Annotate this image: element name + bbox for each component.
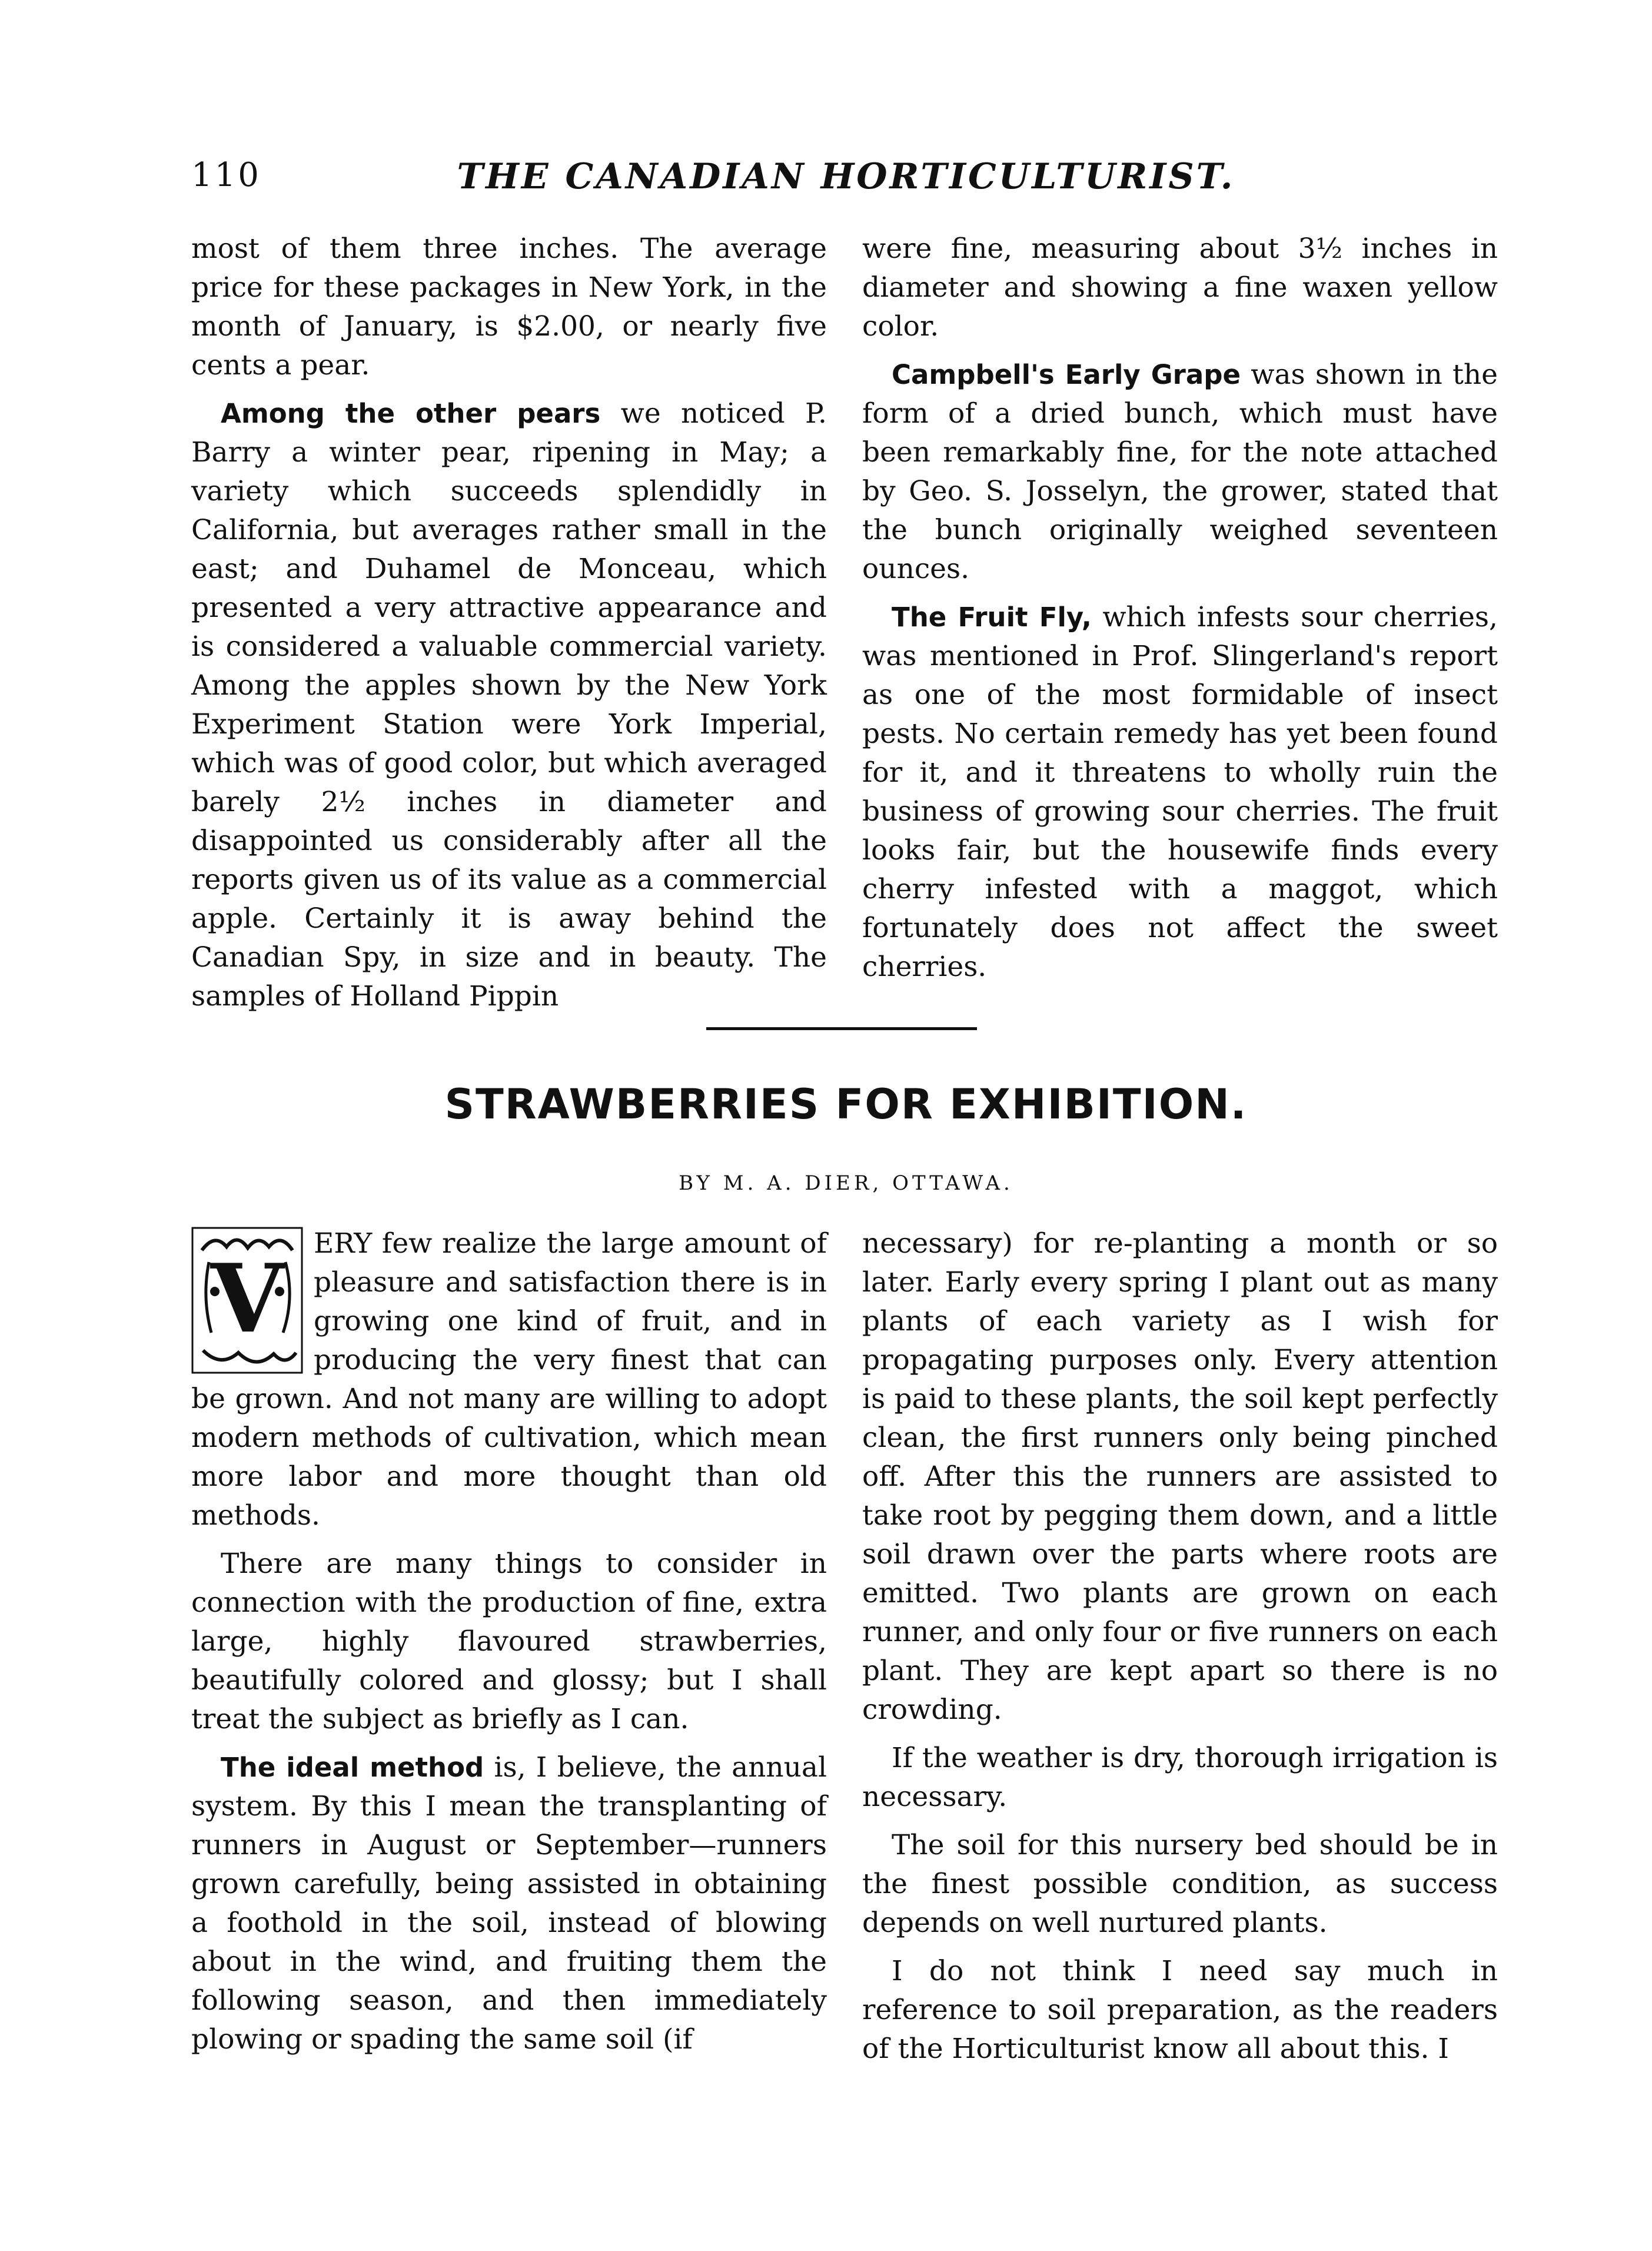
top-right-column — [862, 230, 1498, 996]
paragraph-text: which infests sour cherries, was mentioned in Prof. Slingerland's report as one of the most formidable of insect pests. No certain remedy has yet been found for it, and it threatens to wholly ruin the business of growing sour cherries. The fruit looks fair, but the housewife finds every cherry infested with a maggot, which fortunately does not affect the sweet cherries. — [862, 601, 1498, 983]
article-right-column — [862, 1224, 1498, 2069]
journal-title: THE CANADIAN HORTICULTURIST. — [457, 156, 1235, 197]
paragraph-text: ERY few realize the large amount of pleasure and satisfaction there is in growing one kind of fruit, and in producing the very finest that can be grown. And not many are willing to adopt modern methods of cultivation, which mean more labor and more thought than old methods. — [191, 1227, 827, 1532]
paragraph: The soil for this nursery bed should be in the finest possible condition, as success depends on well nurtured plants. — [862, 1829, 1498, 1939]
dropcap-letter: V — [210, 1243, 284, 1354]
article-byline: BY M. A. DIER, OTTAWA. — [679, 1171, 1013, 1195]
article-left-column — [191, 1224, 827, 2059]
paragraph — [862, 598, 1498, 987]
paragraph-text: was shown in the form of a dried bunch, which must have been remarkably fine, for the note attached by Geo. S. Josselyn, the grower, stated that the bunch originally weighed seventeen ounces. — [862, 358, 1498, 585]
section-divider — [706, 1027, 977, 1030]
article-title: STRAWBERRIES FOR EXHIBITION. — [444, 1080, 1248, 1128]
paragraph-lead: The ideal method — [221, 1752, 484, 1783]
page-number: 110 — [191, 156, 261, 194]
paragraph-lead: Campbell's Early Grape — [892, 359, 1241, 390]
paragraph — [191, 1224, 827, 1535]
paragraph-text: we noticed P. Barry a winter pear, ripening in May; a variety which succeeds splendidly in California, but averages rather small in the east; and Duhamel de Monceau, which presented a very attractive appearance and is considered a valuable commercial variety. Among the apples shown by the New York Experiment Station were York Imperial, which was of good color, but which averaged barely 2½ inches in diameter and disappointed us considerably after all the reports given us of its value as a commercial apple. Certainly it is away behind the Canadian Spy, in size and in beauty. The samples of Holland Pippin — [191, 397, 827, 1012]
decorative-dropcap — [191, 1227, 303, 1374]
paragraph: I do not think I need say much in reference to soil preparation, as the readers of the Horticulturist know all about this. I — [862, 1955, 1498, 2065]
paragraph: If the weather is dry, thorough irrigation is necessary. — [862, 1742, 1498, 1813]
paragraph — [862, 356, 1498, 589]
running-head — [191, 156, 1501, 203]
paragraph — [191, 1748, 827, 2059]
paragraph: necessary) for re-planting a month or so later. Early every spring I plant out as many plants of each variety as I wish for propagating purposes only. Every attention is paid to these plants, the soil kept perfectly clean, the first runners only being pinched off. After this the runners are assisted to take root by pegging them down, and a little soil drawn over the parts where roots are emitted. Two plants are grown on each runner, and only four or five runners on each plant. They are kept apart so there is no crowding. — [862, 1227, 1498, 1726]
paragraph: most of them three inches. The average price for these packages in New York, in the month of January, is $2.00, or nearly five cents a pear. — [191, 233, 827, 381]
paragraph-lead: Among the other pears — [221, 398, 601, 429]
paragraph-lead: The Fruit Fly, — [892, 602, 1092, 633]
paragraph — [191, 394, 827, 1016]
top-left-column — [191, 230, 827, 1016]
paragraph: There are many things to consider in connection with the production of fine, extra large, highly flavoured strawberries, beautifully colored and glossy; but I shall treat the subject as briefly as I can. — [191, 1548, 827, 1735]
paragraph: were fine, measuring about 3½ inches in diameter and showing a fine waxen yellow color. — [862, 233, 1498, 343]
paragraph-text: is, I believe, the annual system. By this I mean the transplanting of runners in August or September—runners grown carefully, being assisted in obtaining a foothold in the soil, instead of blowing about in the wind, and fruiting them the following season, and then immediately plowing or spading the same soil (if — [191, 1751, 827, 2056]
